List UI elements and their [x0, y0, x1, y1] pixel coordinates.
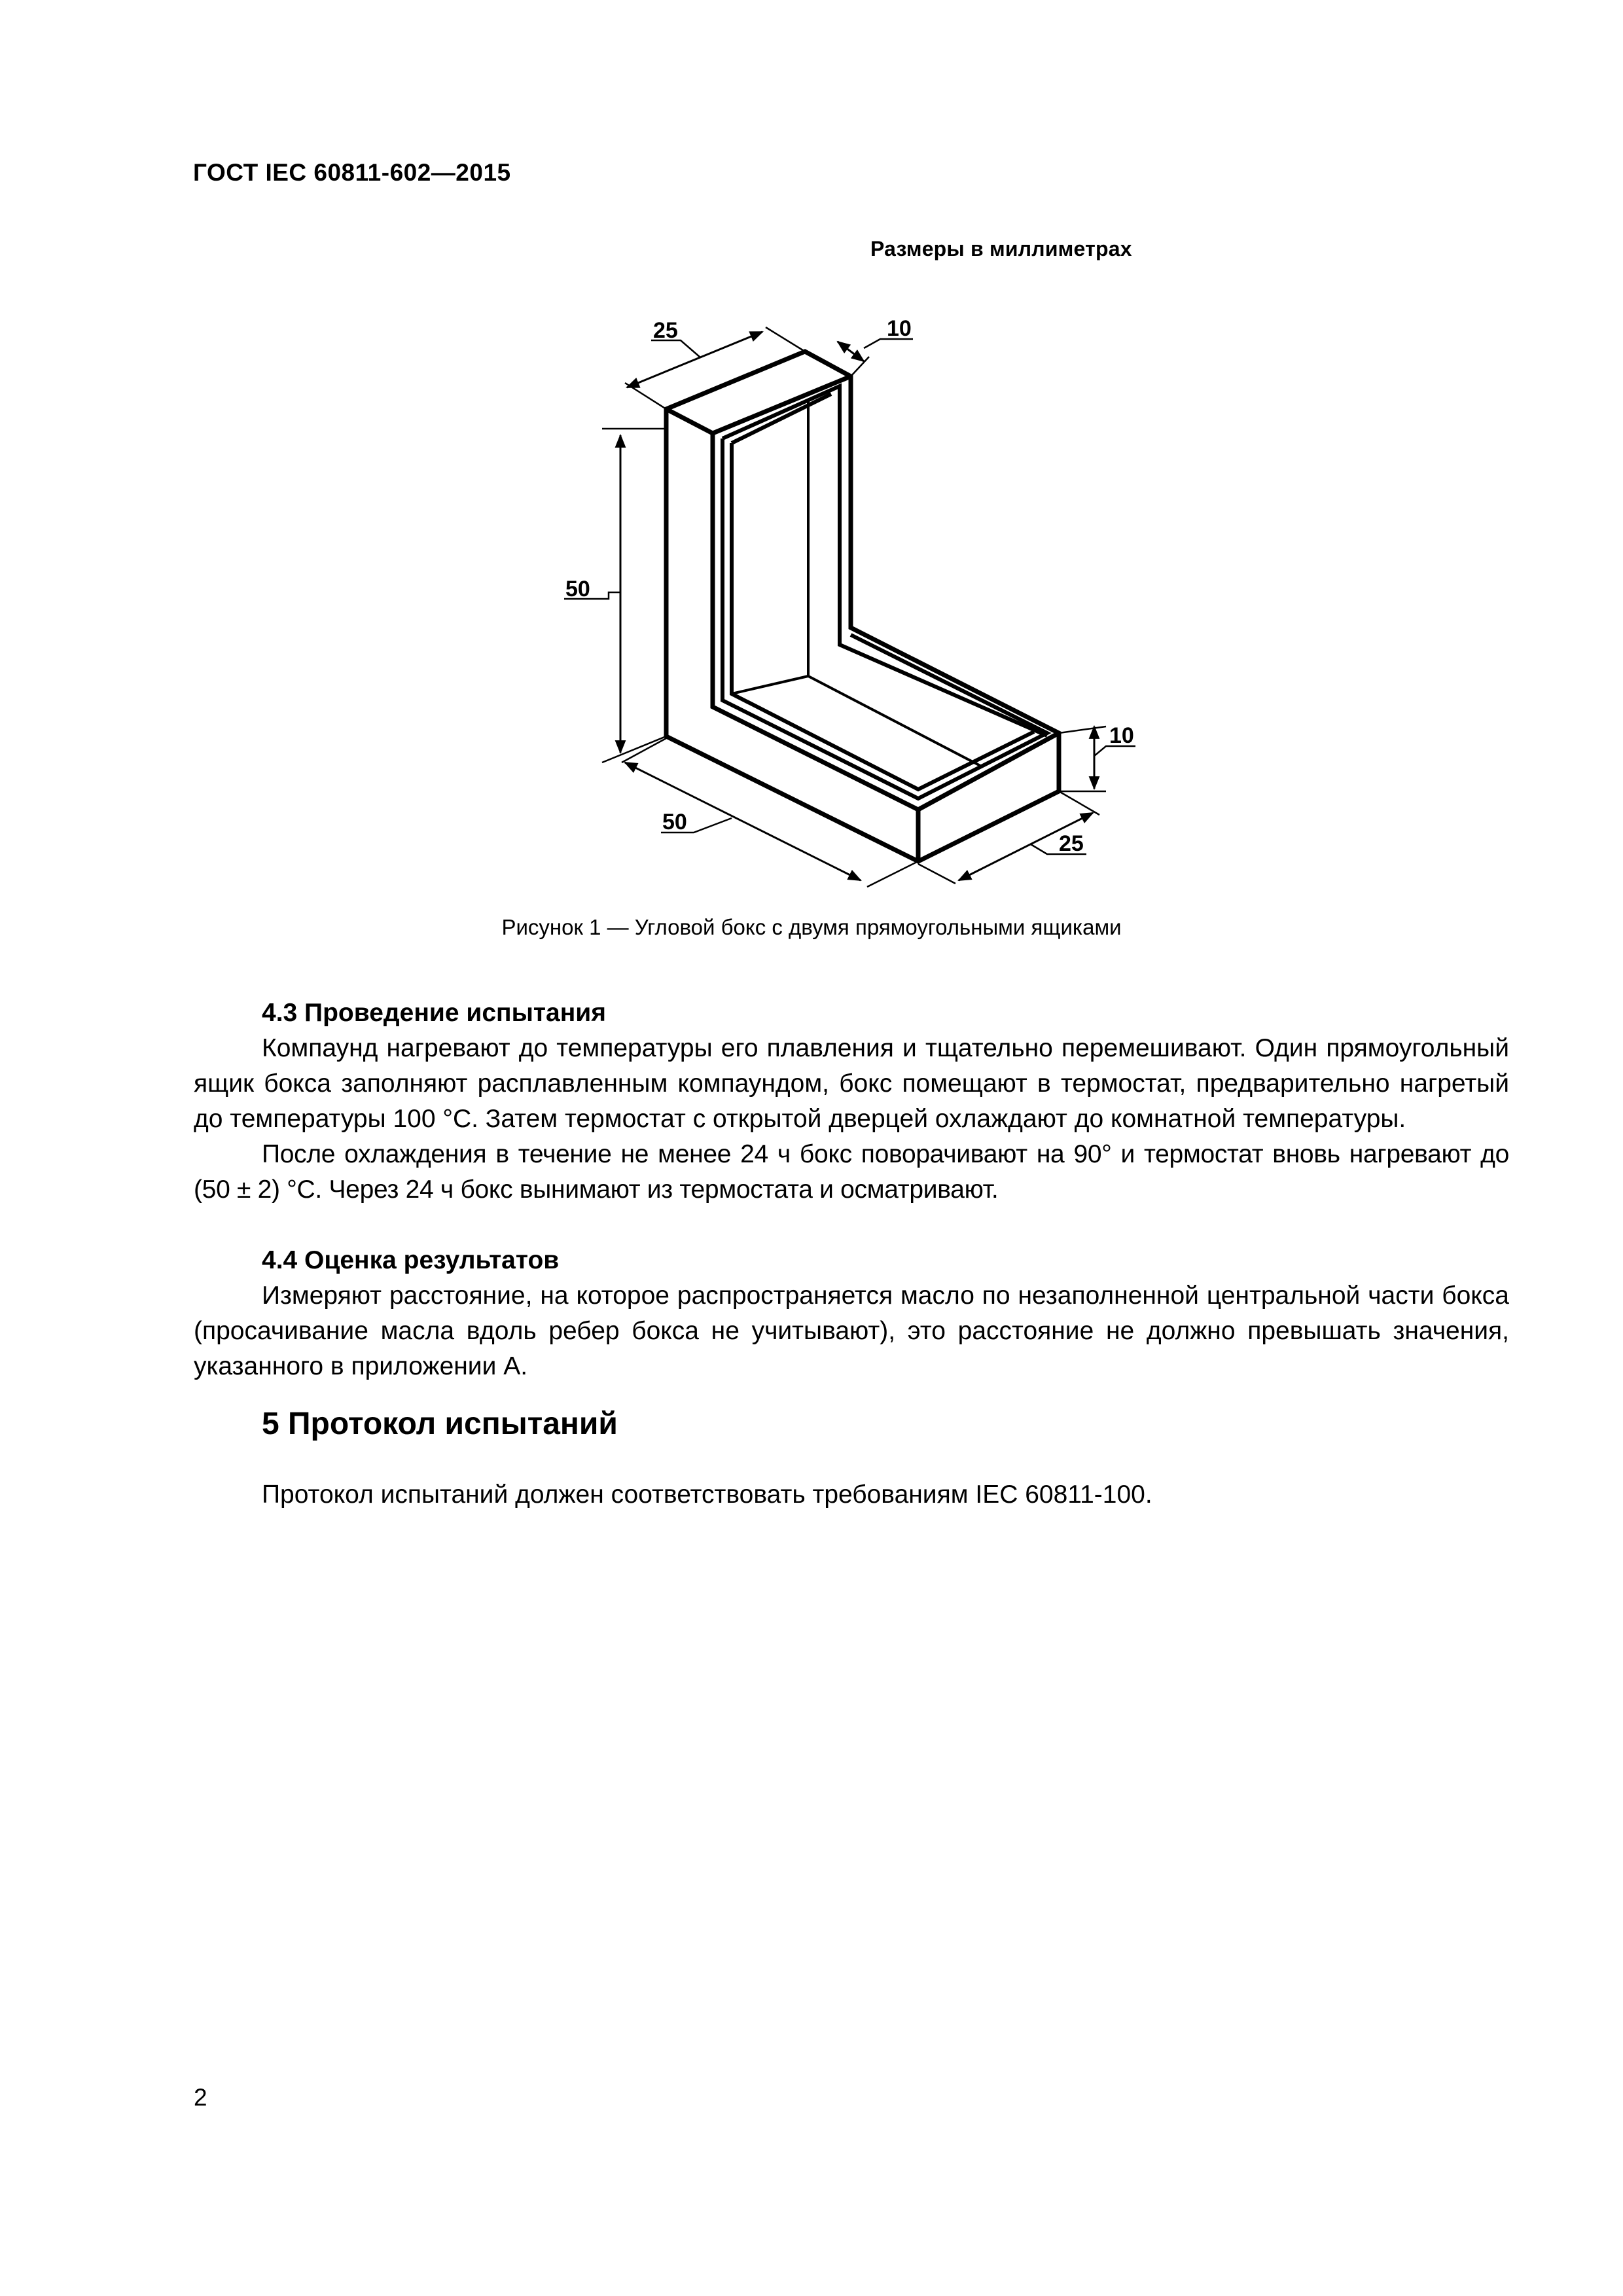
dim-label-length: 50 — [662, 810, 687, 834]
figure-corner-box-drawing — [0, 0, 1623, 929]
document-header: ГОСТ IEC 60811-602—2015 — [193, 159, 511, 186]
page-number: 2 — [194, 2084, 207, 2111]
section-4-4 — [194, 1243, 1509, 1384]
section-4-3 — [194, 996, 1509, 1208]
figure-caption: Рисунок 1 — Угловой бокс с двумя прямоугольными ящиками — [501, 915, 1122, 939]
dim-label-wall-height: 10 — [1109, 723, 1134, 748]
corner-box-outline — [666, 351, 1059, 861]
section-4-3-paragraph-2: После охлаждения в течение не менее 24 ч бокс поворачивают на 90° и термостат вновь нагревают до (50 ± 2) °С. Через 24 ч бокс вынимают из термостата и осматривают. — [194, 1140, 1509, 1204]
section-4-4-title: 4.4 Оценка результатов — [262, 1246, 560, 1274]
section-5-text: Протокол испытаний должен соответствовать требованиям IEC 60811-100. — [262, 1480, 1152, 1509]
section-4-4-paragraph-1: Измеряют расстояние, на которое распространяется масло по незаполненной центральной части бокса (просачивание масла вдоль ребер бокса не учитывают), это расстояние не должно превышать значения, указанного в приложении А. — [194, 1282, 1509, 1380]
dim-label-bottom-width: 25 — [1059, 831, 1084, 856]
section-5-title: 5 Протокол испытаний — [262, 1407, 618, 1441]
dim-label-height: 50 — [565, 577, 590, 601]
dim-label-top-width: 25 — [653, 318, 678, 343]
section-4-3-paragraph-1: Компаунд нагревают до температуры его плавления и тщательно перемешивают. Один прямоугольный ящик бокса заполняют расплавленным компаундом, бокс помещают в термостат, предварительно нагретый до температуры 100 °С. Затем термостат с открытой дверцей охлаждают до комнатной температуры. — [194, 1034, 1509, 1133]
units-note: Размеры в миллиметрах — [870, 237, 1132, 260]
section-4-3-title: 4.3 Проведение испытания — [262, 999, 606, 1027]
dim-label-top-depth: 10 — [887, 316, 912, 341]
dimension-lines — [620, 332, 1094, 880]
